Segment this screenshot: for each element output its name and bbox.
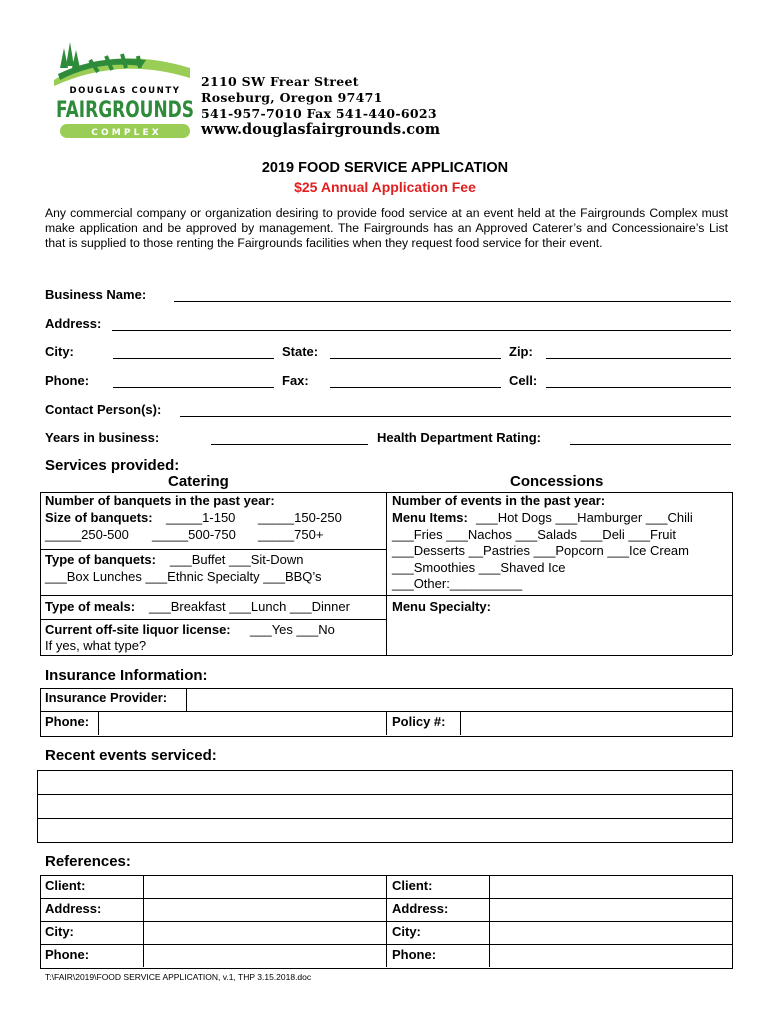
fax-label: Fax: [282,373,309,388]
services-grid-bottom [40,655,732,656]
policy-number-label: Policy #: [392,714,446,729]
cell-field[interactable] [546,387,731,388]
banquet-type-options-2[interactable]: ___Box Lunches ___Ethnic Specialty ___BBQ’s [45,569,322,584]
logo-bottom-text: C O M P L E X [91,128,159,138]
services-row-line [40,549,386,550]
banquets-count-label: Number of banquets in the past year: [45,493,275,508]
services-grid-right [732,492,733,655]
ref1-phone-label: Phone: [45,947,90,962]
insurance-phone-field[interactable] [100,713,385,734]
address-line-1: 2110 SW Frear Street [201,74,359,89]
phone-label: Phone: [45,373,90,388]
ref2-phone-field[interactable] [491,946,730,966]
services-row-line [40,619,386,620]
website: www.douglasfairgrounds.com [201,121,441,138]
health-rating-label: Health Department Rating: [377,430,541,445]
events-count-label: Number of events in the past year: [392,493,606,508]
menu-items-line-5[interactable]: ___Other:__________ [392,576,523,591]
menu-items-line-1[interactable]: ___Hot Dogs ___Hamburger ___Chili [476,510,693,525]
years-label: Years in business: [45,430,160,445]
recent-events-row-line [37,794,732,795]
page-title: 2019 FOOD SERVICE APPLICATION [261,160,509,176]
ref1-city-field[interactable] [145,923,385,943]
recent-events-heading: Recent events serviced: [45,747,217,764]
address-field[interactable] [112,330,731,331]
references-col-line [386,875,387,967]
banquet-size-label: Size of banquets: [45,510,153,525]
liquor-type-label: If yes, what type? [45,638,147,653]
footer-file-path: T:\FAIR\2019\FOOD SERVICE APPLICATION, v.1, THP 3.15.2018.doc [45,972,312,982]
insurance-col-line [460,711,461,735]
ref1-client-field[interactable] [145,877,385,897]
state-field[interactable] [330,358,501,359]
business-name-label: Business Name: [45,287,147,302]
city-label: City: [45,344,74,359]
recent-event-field-1[interactable] [39,772,729,793]
size-option-500-750[interactable]: _____500-750 [152,527,236,542]
liquor-license-options[interactable]: ___Yes ___No [250,622,335,637]
size-option-250-500[interactable]: _____250-500 [45,527,129,542]
intro-paragraph: Any commercial company or organization desiring to provide food service at an event held at the Fairgrounds Complex must make application and be approved by management. The Fairgrounds has an Approved Caterer’s and Concessionaire’s List that is supplied to those renting the Fairgrounds facilities when they request food service for their event. [45,206,728,250]
services-grid-divider [386,492,387,655]
city-field[interactable] [113,358,274,359]
ref1-client-label: Client: [45,878,86,893]
fax-field[interactable] [330,387,501,388]
insurance-col-line [386,711,387,735]
ref2-city-label: City: [392,924,421,939]
phone-fax-line: 541-957-7010 Fax 541-440-6023 [201,106,437,121]
insurance-phone-label: Phone: [45,714,90,729]
references-col-line [489,875,490,967]
fairgrounds-logo [50,38,200,144]
logo-main-text: FAIRGROUNDS [56,98,194,123]
menu-specialty-label: Menu Specialty: [392,599,491,614]
zip-label: Zip: [509,344,533,359]
insurance-provider-label: Insurance Provider: [45,690,168,705]
recent-event-field-2[interactable] [39,796,729,817]
business-name-field[interactable] [174,301,731,302]
ref2-city-field[interactable] [491,923,730,943]
insurance-heading: Insurance Information: [45,667,208,684]
menu-items-label: Menu Items: [392,510,468,525]
meals-type-label: Type of meals: [45,599,136,614]
banquet-type-options-1[interactable]: ___Buffet ___Sit-Down [170,552,304,567]
meals-type-options[interactable]: ___Breakfast ___Lunch ___Dinner [149,599,350,614]
ref1-address-label: Address: [45,901,102,916]
cell-label: Cell: [509,373,538,388]
policy-number-field[interactable] [462,713,730,734]
health-rating-field[interactable] [570,444,731,445]
ref1-city-label: City: [45,924,74,939]
fee-subtitle: $25 Annual Application Fee [294,179,476,195]
ref2-address-field[interactable] [491,900,730,920]
insurance-provider-field[interactable] [188,690,730,710]
ref2-phone-label: Phone: [392,947,437,962]
address-label: Address: [45,316,102,331]
size-option-150-250[interactable]: _____150-250 [258,510,342,525]
insurance-col-line [186,688,187,711]
ref1-phone-field[interactable] [145,946,385,966]
contact-label: Contact Person(s): [45,402,162,417]
ref1-address-field[interactable] [145,900,385,920]
references-heading: References: [45,853,131,870]
ref2-client-label: Client: [392,878,433,893]
services-row-line [40,595,732,596]
services-heading: Services provided: [45,457,180,474]
banquet-type-label: Type of banquets: [45,552,156,567]
contact-field[interactable] [180,416,731,417]
references-col-line [143,875,144,967]
years-field[interactable] [211,444,368,445]
menu-items-line-2[interactable]: ___Fries ___Nachos ___Salads ___Deli ___Fruit [392,527,677,542]
liquor-license-label: Current off-site liquor license: [45,622,231,637]
state-label: State: [282,344,319,359]
menu-items-line-4[interactable]: ___Smoothies ___Shaved Ice [392,560,566,575]
logo-top-text: DOUGLAS COUNTY [69,86,181,96]
recent-events-row-line [37,818,732,819]
address-line-2: Roseburg, Oregon 97471 [201,90,383,105]
size-option-750-plus[interactable]: _____750+ [258,527,324,542]
services-grid-left [40,492,41,655]
size-option-1-150[interactable]: _____1-150 [166,510,236,525]
ref2-client-field[interactable] [491,877,730,897]
menu-items-line-3[interactable]: ___Desserts __Pastries ___Popcorn ___Ice Cream [392,543,689,558]
insurance-col-line [98,711,99,735]
recent-event-field-3[interactable] [39,820,729,840]
ref2-address-label: Address: [392,901,449,916]
zip-field[interactable] [546,358,731,359]
catering-heading: Catering [168,473,229,490]
concessions-heading: Concessions [510,473,604,490]
phone-field[interactable] [113,387,274,388]
